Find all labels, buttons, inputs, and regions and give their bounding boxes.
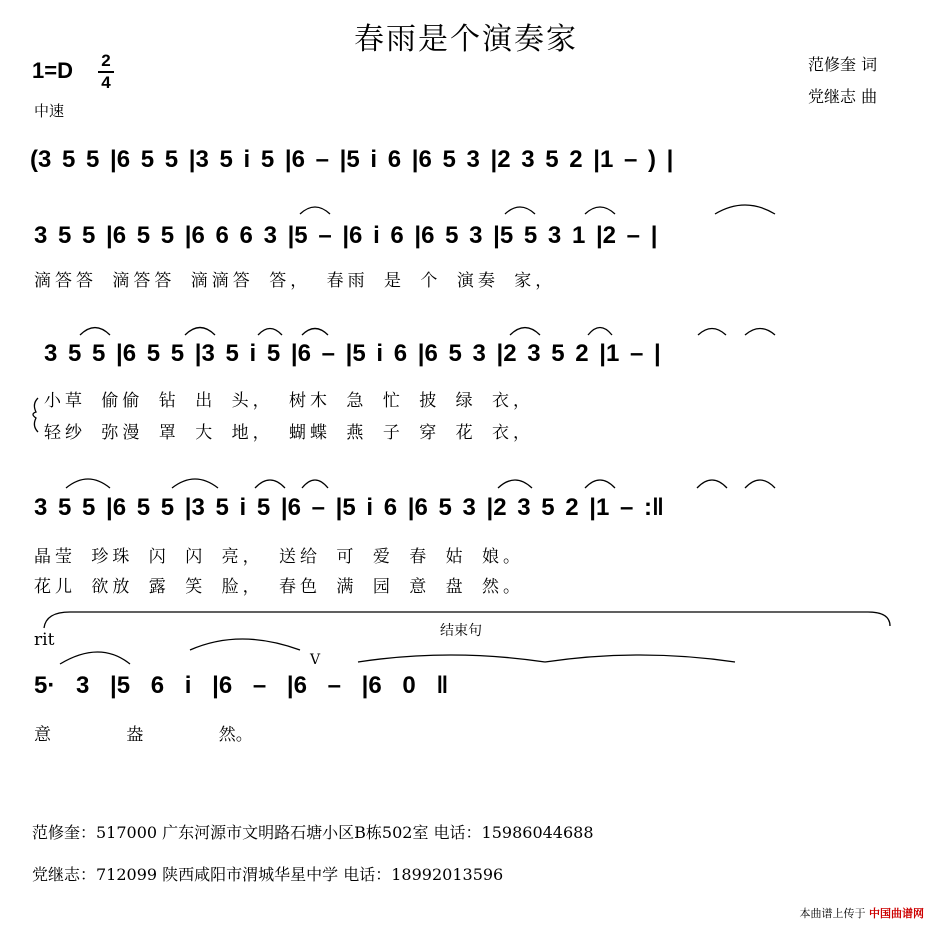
slur — [258, 329, 282, 336]
slur — [190, 639, 300, 650]
slur — [66, 479, 110, 488]
notation-row-5: 5· 3 |5 6 i |6 – |6 – |6 0 ‖ — [34, 672, 449, 699]
lyrics-row-5: 意 盎 然。 — [34, 725, 253, 745]
slur — [302, 480, 328, 488]
lyrics-row-3-verse-2: 轻纱 弥漫 罩 大 地， 蝴蝶 燕 子 穿 花 衣， — [44, 423, 535, 443]
slur — [255, 480, 285, 488]
tie — [545, 655, 735, 662]
rit-marking: rit — [34, 630, 55, 650]
lyrics-row-4-verse-1: 晶莹 珍珠 闪 闪 亮， 送给 可 爱 春 姑 娘。 — [34, 547, 525, 567]
time-signature-bottom: 4 — [101, 73, 111, 92]
page-title: 春雨是个演奏家 — [354, 22, 578, 57]
slur — [498, 480, 532, 488]
ending-label: 结束句 — [440, 623, 482, 639]
slur — [185, 328, 215, 336]
time-signature-top: 2 — [101, 51, 111, 70]
notation-row-1: (3 5 5 |6 5 5 |3 5 i 5 |6 – |5 i 6 |6 5 3 |2 3 5 2 |1 – ) | — [30, 146, 674, 173]
slur — [60, 652, 130, 664]
slur — [505, 207, 535, 214]
slur — [715, 205, 775, 214]
ending-bracket — [44, 612, 890, 628]
slur — [300, 207, 330, 214]
composer-credit: 党继志 曲 — [808, 87, 878, 106]
slur — [745, 480, 775, 488]
slur — [585, 207, 615, 214]
slur — [510, 328, 540, 336]
slur — [697, 480, 727, 488]
slur — [745, 329, 775, 336]
contact-lyricist: 范修奎：517000 广东河源市文明路石塘小区B栋502室 电话：15986044688 — [32, 823, 594, 842]
brace — [33, 398, 38, 432]
lyrics-row-2: 滴答答 滴答答 滴滴答 答， 春雨 是 个 演奏 家， — [34, 271, 557, 291]
lyricist-credit: 范修奎 词 — [808, 55, 878, 74]
slur — [585, 480, 615, 488]
lyrics-row-4-verse-2: 花儿 欲放 露 笑 脸， 春色 满 园 意 盘 然。 — [34, 577, 525, 597]
tie — [358, 655, 545, 662]
notation-row-4: 3 5 5 |6 5 5 |3 5 i 5 |6 – |5 i 6 |6 5 3 |2 3 5 2 |1 – :‖ — [34, 494, 664, 521]
notation-row-2: 3 5 5 |6 5 5 |6 6 6 3 |5 – |6 i 6 |6 5 3 |5 5 3 1 |2 – | — [34, 222, 658, 249]
notation-row-3: 3 5 5 |6 5 5 |3 5 i 5 |6 – |5 i 6 |6 5 3 |2 3 5 2 |1 – | — [44, 340, 661, 367]
source-text: 本曲谱上传于 — [799, 907, 866, 920]
slur — [698, 329, 726, 336]
lyrics-row-3-verse-1: 小草 偷偷 钻 出 头， 树木 急 忙 披 绿 衣， — [44, 391, 535, 411]
slur — [80, 328, 110, 336]
breath-mark: V — [310, 652, 321, 668]
key-signature: 1=D — [32, 58, 73, 83]
source-brand: 中国曲谱网 — [869, 907, 924, 920]
tempo-marking: 中速 — [34, 102, 65, 120]
slur — [588, 328, 612, 336]
contact-composer: 党继志：712099 陕西咸阳市渭城华星中学 电话：18992013596 — [32, 865, 504, 884]
slur — [302, 329, 328, 336]
slur — [172, 479, 218, 488]
